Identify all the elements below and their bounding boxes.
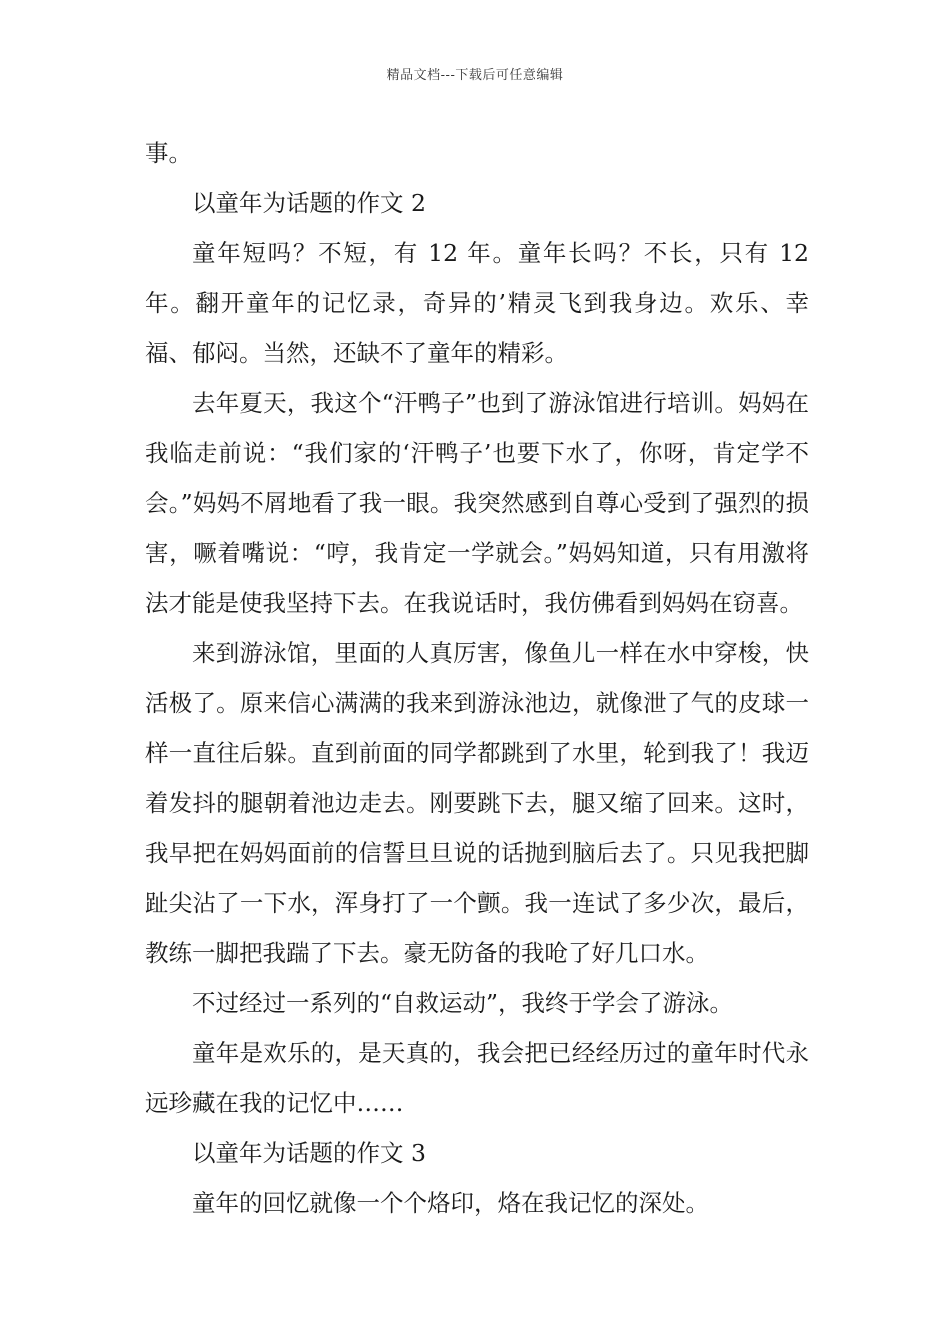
paragraph: 不过经过一系列的“自救运动”，我终于学会了游泳。 [192,989,734,1017]
paragraph-continuation: 事。 [145,139,192,167]
essay-title-2: 以童年为话题的作文 2 [192,189,426,217]
paragraph: 来到游泳馆，里面的人真厉害，像鱼儿一样在水中穿梭，快活极了。原来信心满满的我来到游泳池边，就像泄了气的皮球一样一直往后躲。直到前面的同学都跳到了水里，轮到我了！我迈着发抖的腿朝着池边走去。刚要跳下去，腿又缩了回来。这时，我早把在妈妈面前的信誓旦旦说的话抛到脑后去了。只见我把脚趾尖沾了一下水，浑身打了一个颤。我一连试了多少次，最后，教练一脚把我踹了下去。豪无防备的我呛了好几口水。 [145,639,809,967]
essay-title-3: 以童年为话题的作文 3 [192,1139,426,1167]
paragraph: 童年是欢乐的，是天真的，我会把已经经历过的童年时代永远珍藏在我的记忆中…… [145,1039,809,1117]
paragraph: 童年的回忆就像一个个烙印，烙在我记忆的深处。 [192,1189,709,1217]
document-body [145,128,809,1228]
paragraph: 童年短吗？不短，有 12 年。童年长吗？不长，只有 12 年。翻开童年的记忆录，奇异的’精灵飞到我身边。欢乐、幸福、郁闷。当然，还缺不了童年的精彩。 [145,239,809,367]
page-header: 精品文档---下载后可任意编辑 [386,68,564,83]
paragraph: 去年夏天，我这个“汗鸭子”也到了游泳馆进行培训。妈妈在我临走前说：“我们家的‘汗鸭子’也要下水了，你呀，肯定学不会。”妈妈不屑地看了我一眼。我突然感到自尊心受到了强烈的损害，噘着嘴说：“哼，我肯定一学就会。”妈妈知道，只有用激将法才能是使我坚持下去。在我说话时，我仿佛看到妈妈在窃喜。 [145,389,809,617]
